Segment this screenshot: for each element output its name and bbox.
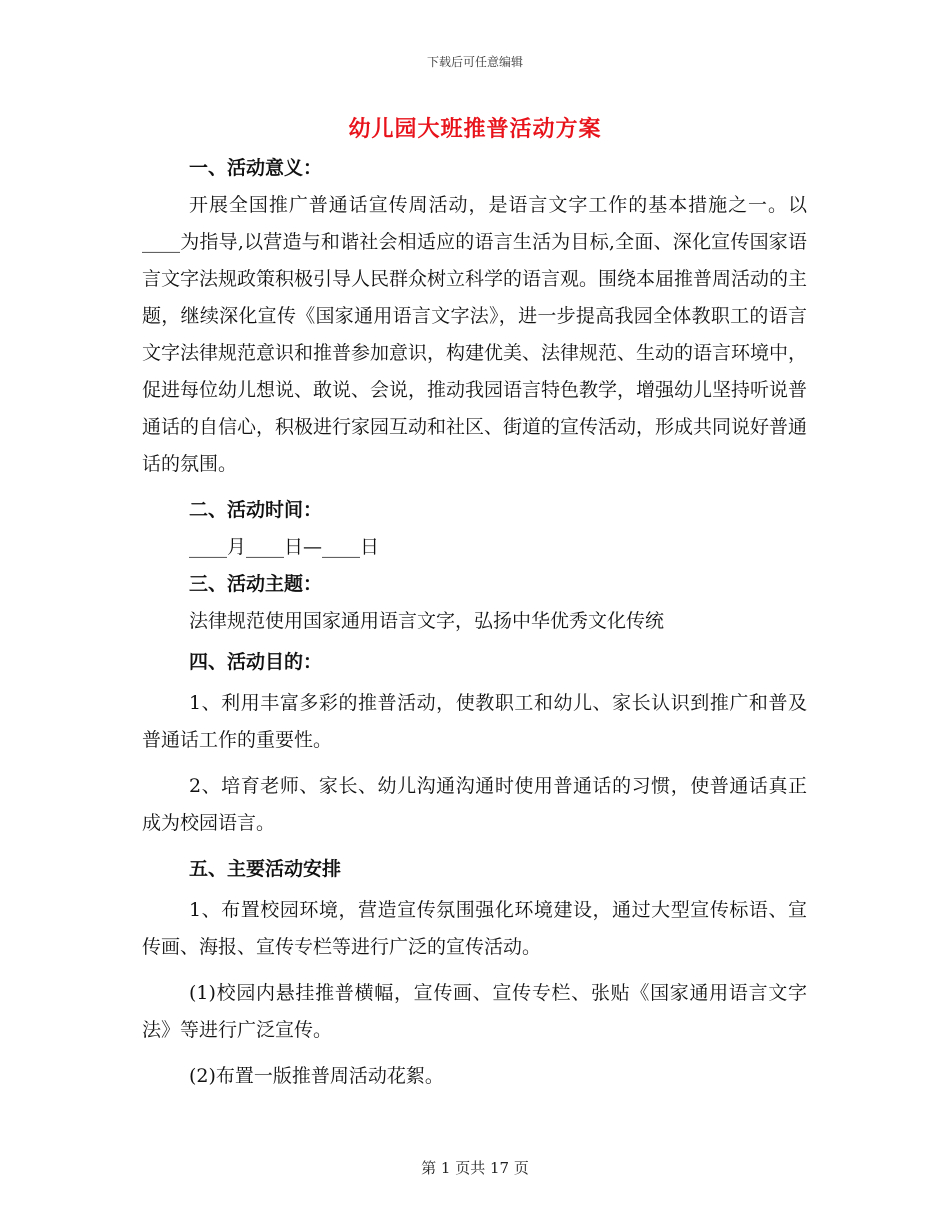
section-heading-arrangements: 五、主要活动安排 bbox=[189, 858, 342, 880]
paragraph-theme: 法律规范使用国家通用语言文字，弘扬中华优秀文化传统 bbox=[189, 610, 665, 632]
section-heading-purpose: 四、活动目的： bbox=[189, 651, 323, 673]
section-heading-time: 二、活动时间： bbox=[189, 499, 323, 521]
paragraph-purpose-1: 1、利用丰富多彩的推普活动，使教职工和幼儿、家长认识到推广和普及普通话工作的重要性。 bbox=[142, 692, 807, 751]
document-body bbox=[142, 150, 807, 1095]
paragraph-arrangement-1-2: (2)布置一版推普周活动花絮。 bbox=[189, 1065, 444, 1087]
paragraph-purpose-2: 2、培育老师、家长、幼儿沟通沟通时使用普通话的习惯，使普通话真正成为校园语言。 bbox=[142, 775, 807, 834]
section-heading-significance: 一、活动意义： bbox=[189, 157, 323, 179]
document-title: 幼儿园大班推普活动方案 bbox=[348, 116, 602, 142]
paragraph-significance: 开展全国推广普通话宣传周活动，是语言文字工作的基本措施之一。以____为指导,以营造与和谐社会相适应的语言生活为目标,全面、深化宣传国家语言文字法规政策积极引导人民群众树立科学的语言观。围绕本届推普周活动的主题，继续深化宣传《国家通用语言文字法》，进一步提高我园全体教职工的语言文字法律规范意识和推普参加意识，构建优美、法律规范、生动的语言环境中，促进每位幼儿想说、敢说、会说，推动我园语言特色教学，增强幼儿坚持听说普通话的自信心，积极进行家园互动和社区、街道的宣传活动，形成共同说好普通话的氛围。 bbox=[142, 194, 808, 475]
page-footer: 第 1 页共 17 页 bbox=[421, 1159, 529, 1177]
section-heading-theme: 三、活动主题： bbox=[189, 573, 323, 595]
paragraph-time: ____月____日—____日 bbox=[189, 536, 380, 558]
paragraph-arrangement-1-1: (1)校园内悬挂推普横幅，宣传画、宣传专栏、张贴《国家通用语言文字法》等进行广泛宣传。 bbox=[142, 982, 807, 1041]
header-note: 下载后可任意编辑 bbox=[426, 55, 523, 69]
paragraph-arrangement-1: 1、布置校园环境，营造宣传氛围强化环境建设，通过大型宣传标语、宣传画、海报、宣传专栏等进行广泛的宣传活动。 bbox=[142, 899, 807, 958]
